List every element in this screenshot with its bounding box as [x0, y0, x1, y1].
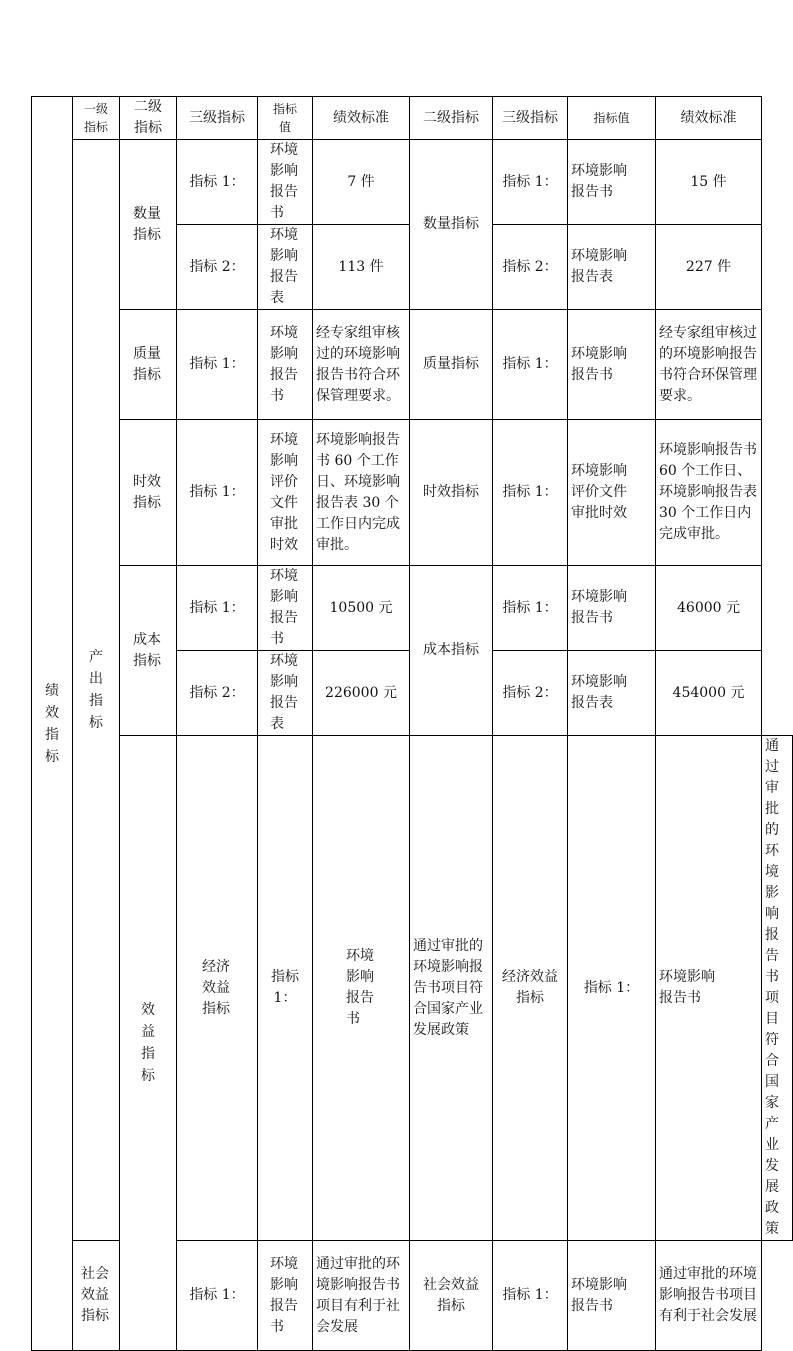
header-level1: 一级指标: [73, 97, 120, 140]
social-ind1-b: 指标 1：: [493, 1241, 568, 1351]
economic-v1: 环境影响报告书: [313, 736, 410, 1241]
cost-v2: 环境影响报告表: [258, 651, 313, 736]
header-level2: 二级指标: [120, 97, 177, 140]
social-v1-b: 环境影响报告书: [568, 1241, 656, 1351]
quantity-ind2: 指标 2：: [177, 225, 258, 310]
cost-ind2: 指标 2：: [177, 651, 258, 736]
timeliness-v1: 环境影响评价文件审批时效: [258, 420, 313, 566]
social-label: 社会效益指标: [73, 1241, 120, 1351]
table-row: [32, 566, 793, 651]
cost-s1: 10500 元: [313, 566, 410, 651]
quantity-label-b: 数量指标: [410, 140, 493, 310]
performance-indicator-table: [31, 96, 793, 1351]
quantity-ind1: 指标 1：: [177, 140, 258, 225]
quantity-s1-b: 15 件: [656, 140, 762, 225]
economic-ind1: 指标 1：: [258, 736, 313, 1241]
quality-label: 质量指标: [120, 310, 177, 420]
quality-label-b: 质量指标: [410, 310, 493, 420]
table-row: [32, 736, 793, 1241]
cost-label: 成本指标: [120, 566, 177, 736]
timeliness-label-b: 时效指标: [410, 420, 493, 566]
timeliness-s1: 环境影响报告书 60 个工作日、环境影响报告表 30 个工作日内完成审批。: [313, 420, 410, 566]
cost-v1: 环境影响报告书: [258, 566, 313, 651]
economic-label: 经济效益指标: [177, 736, 258, 1241]
timeliness-ind1-b: 指标 1：: [493, 420, 568, 566]
section-label: 绩效指标: [32, 97, 73, 1351]
quantity-v2: 环境影响报告表: [258, 225, 313, 310]
header-row: [32, 97, 793, 140]
social-s1: 通过审批的环境影响报告书项目有利于社会发展: [313, 1241, 410, 1351]
header-level3-b: 三级指标: [493, 97, 568, 140]
quantity-s2-b: 227 件: [656, 225, 762, 310]
quality-ind1: 指标 1：: [177, 310, 258, 420]
quantity-ind1-b: 指标 1：: [493, 140, 568, 225]
cost-v1-b: 环境影响报告书: [568, 566, 656, 651]
economic-v1-b: 环境影响报告书: [656, 736, 762, 1241]
header-value-b: 指标值: [568, 97, 656, 140]
social-v1: 环境影响报告书: [258, 1241, 313, 1351]
quantity-s2: 113 件: [313, 225, 410, 310]
table-row: [32, 420, 793, 566]
quality-ind1-b: 指标 1：: [493, 310, 568, 420]
cost-ind1: 指标 1：: [177, 566, 258, 651]
social-s1-b: 通过审批的环境影响报告书项目有利于社会发展: [656, 1241, 762, 1351]
header-level2-b: 二级指标: [410, 97, 493, 140]
economic-s1-b: 通过审批的环境影响报告书项目符合国家产业发展政策: [762, 736, 793, 1241]
timeliness-ind1: 指标 1：: [177, 420, 258, 566]
timeliness-v1-b: 环境影响评价文件审批时效: [568, 420, 656, 566]
group-benefit: 效益指标: [120, 736, 177, 1351]
social-ind1: 指标 1：: [177, 1241, 258, 1351]
economic-label-b: 经济效益指标: [493, 736, 568, 1241]
quantity-ind2-b: 指标 2：: [493, 225, 568, 310]
quality-v1-b: 环境影响报告书: [568, 310, 656, 420]
header-standard: 绩效标准: [313, 97, 410, 140]
timeliness-label: 时效指标: [120, 420, 177, 566]
quality-s1: 经专家组审核过的环境影响报告书符合环保管理要求。: [313, 310, 410, 420]
quality-v1: 环境影响报告书: [258, 310, 313, 420]
header-standard-b: 绩效标准: [656, 97, 762, 140]
quantity-s1: 7 件: [313, 140, 410, 225]
quantity-v2-b: 环境影响报告表: [568, 225, 656, 310]
quantity-v1: 环境影响报告书: [258, 140, 313, 225]
economic-s1: 通过审批的环境影响报告书项目符合国家产业发展政策: [410, 736, 493, 1241]
cost-ind2-b: 指标 2：: [493, 651, 568, 736]
cost-s2: 226000 元: [313, 651, 410, 736]
economic-ind1-b: 指标 1：: [568, 736, 656, 1241]
cost-s2-b: 454000 元: [656, 651, 762, 736]
quality-s1-b: 经专家组审核过的环境影响报告书符合环保管理要求。: [656, 310, 762, 420]
header-value: 指标值: [258, 97, 313, 140]
header-level3: 三级指标: [177, 97, 258, 140]
cost-ind1-b: 指标 1：: [493, 566, 568, 651]
quantity-label: 数量指标: [120, 140, 177, 310]
table-row: [32, 140, 793, 225]
cost-v2-b: 环境影响报告表: [568, 651, 656, 736]
quantity-v1-b: 环境影响报告书: [568, 140, 656, 225]
cost-label-b: 成本指标: [410, 566, 493, 736]
table-row: [32, 310, 793, 420]
timeliness-s1-b: 环境影响报告书 60 个工作日、环境影响报告表 30 个工作日内完成审批。: [656, 420, 762, 566]
group-output: 产出指标: [73, 140, 120, 1241]
social-label-b: 社会效益指标: [410, 1241, 493, 1351]
cost-s1-b: 46000 元: [656, 566, 762, 651]
